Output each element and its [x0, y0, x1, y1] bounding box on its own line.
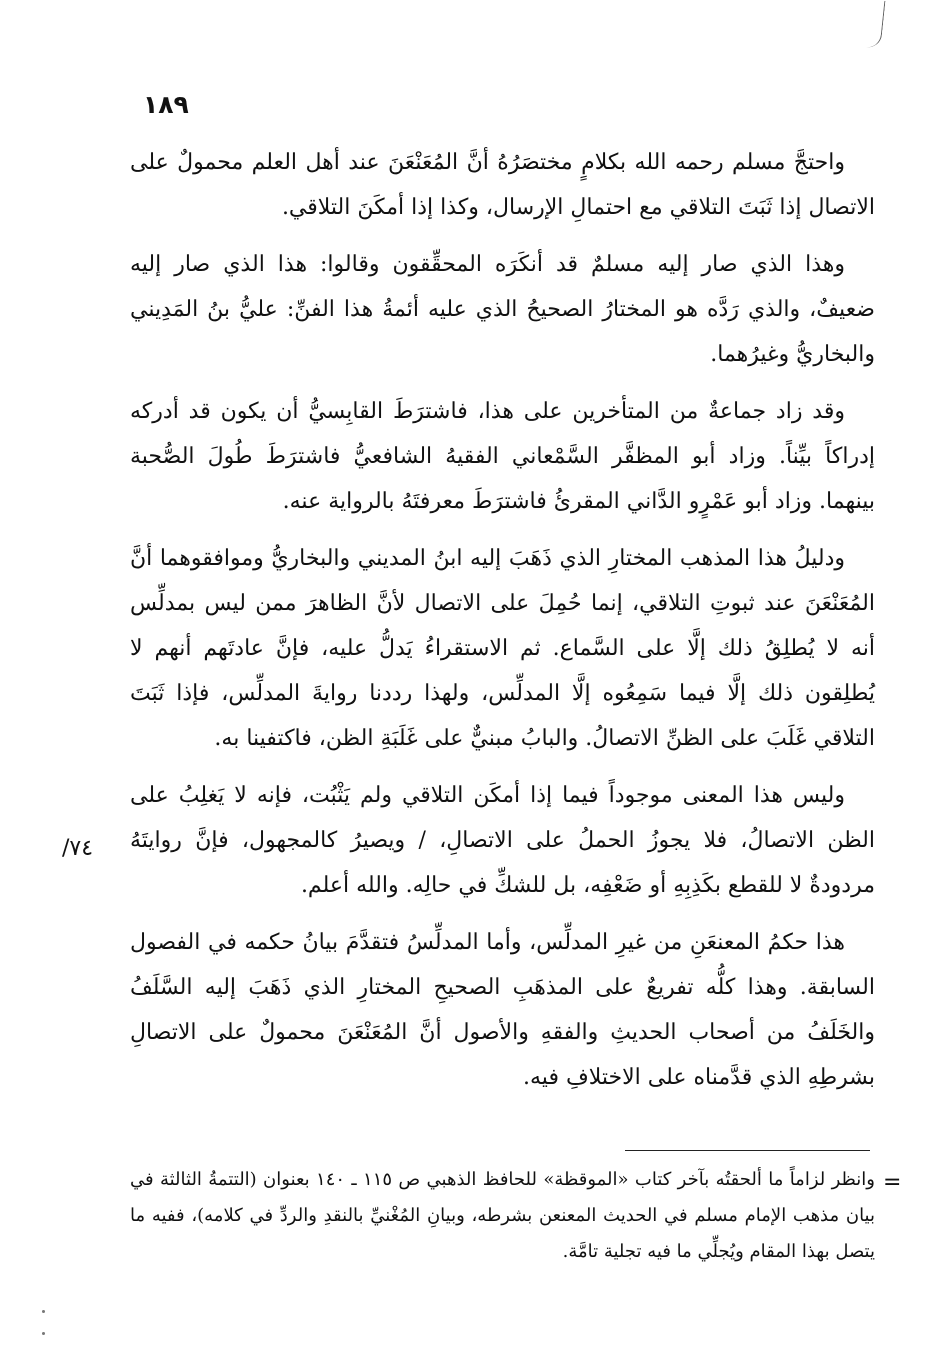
- page-corner-mark: [866, 0, 886, 49]
- footnote-continuation-marker: =: [883, 1170, 902, 1195]
- margin-page-reference: ٧٤/: [62, 836, 94, 861]
- paragraph-1: واحتجَّ مسلم رحمه الله بكلامٍ مختصَرُهُ أنَّ المُعَنْعَنَ عند أهل العلم محمولٌ على الاتصال إذا ثَبَتَ التلاقي مع احتمالِ الإرسال، وكذا إذا أمكَنَ التلاقي.: [130, 150, 875, 220]
- paragraph-3: وقد زاد جماعةٌ من المتأخرين على هذا، فاشترَطَ القابِسيُّ أن يكون قد أدركه إدراكاً بيِّناً. وزاد أبو المظفَّر السَّمْعاني الفقيهُ الشافعيُّ فاشترَطَ طُولَ الصُّحبة بينهما. وزاد أبو عَمْرٍو الدَّاني المقرئُ فاشترَطَ معرفتَهُ بالرواية عنه.: [130, 399, 875, 514]
- footnote-text: وانظر لزاماً ما ألحقتُه بآخر كتاب «الموقظة» للحافظ الذهبي ص ١١٥ ـ ١٤٠ بعنوان (التتمةُ الثالثة في بيان مذهب الإمام مسلم في الحديث المعنعن بشرطه، وبيانِ المُغْنيِّ بالنقدِ والردِّ في كلامه)، ففيه ما يتصل بهذا المقام ويُجلِّي ما فيه تجلية تامَّة.: [130, 1169, 875, 1262]
- body-text: [130, 140, 875, 1112]
- paragraph-2: وهذا الذي صار إليه مسلمٌ قد أنكَرَه المحقِّقون وقالوا: هذا الذي صار إليه ضعيفٌ، والذي رَدَّه هو المختارُ الصحيحُ الذي عليه أئمةُ هذا الفنِّ: عليُّ بنُ المَدِيني والبخاريُّ وغيرُهما.: [130, 252, 875, 367]
- paragraph-5: وليس هذا المعنى موجوداً فيما إذا أمكَن التلاقي ولم يَثْبُت، فإنه لا يَغلِبُ على الظن الاتصالُ، فلا يجوزُ الحملُ على الاتصالِ، / ويصيرُ كالمجهول، فإنَّ روايتَهُ مردودةٌ لا للقطع بكَذِبِهِ أو ضَعْفِه، بل للشكِّ في حالِه. والله أعلم.: [130, 783, 875, 898]
- paragraph-4: ودليلُ هذا المذهب المختارِ الذي ذَهَبَ إليه ابنُ المديني والبخاريُّ وموافقوهما أنَّ المُعَنْعَنَ عند ثبوتِ التلاقي، إنما حُمِلَ على الاتصال لأنَّ الظاهرَ ممن ليس بمدلِّس أنه لا يُطلِقُ ذلك إلَّا على السَّماع. ثم الاستقراءُ يَدلُّ عليه، فإنَّ عادتَهم أنهم لا يُطلِقون ذلك إلَّا فيما سَمِعُوه إلَّا المدلِّس، ولهذا رددنا روايةَ المدلِّس، فإذا ثَبَتَ التلاقي غَلَبَ على الظنِّ الاتصالُ. والبابُ مبنيٌّ على غَلَبَةِ الظن، فاكتفينا به.: [130, 546, 875, 751]
- scan-speck: [42, 1332, 45, 1335]
- paragraph-6: هذا حكمُ المعنعَنِ من غيرِ المدلِّس، وأما المدلِّسُ فتقدَّمَ بيانُ حكمه في الفصول السابقة. وهذا كلُّه تفريعٌ على المذهَبِ الصحيحِ المختارِ الذي ذَهَبَ إليه السَّلَفُ والخَلَفُ من أصحاب الحديثِ والفقهِ والأصول أنَّ المُعَنْعَنَ محمولٌ على الاتصالِ بشرطِهِ الذي قدَّمناه على الاختلافِ فيه.: [130, 930, 875, 1090]
- scan-speck: [42, 1310, 45, 1313]
- page-number: ١٨٩: [143, 90, 189, 119]
- footnote-separator: [625, 1150, 870, 1151]
